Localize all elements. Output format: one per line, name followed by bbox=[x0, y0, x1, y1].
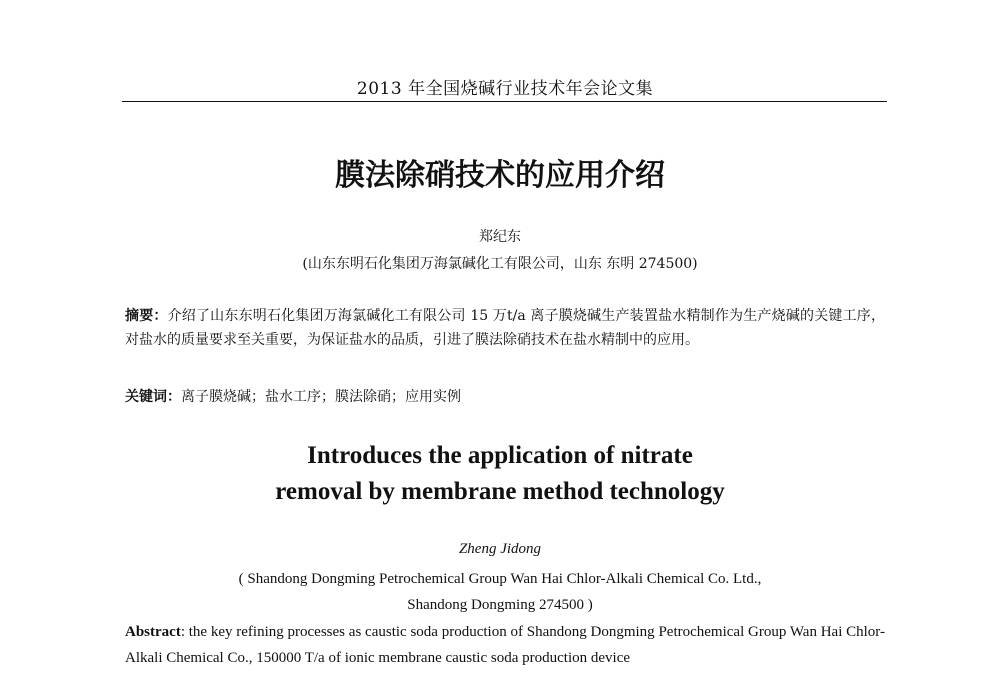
english-affiliation-line-1: ( Shandong Dongming Petrochemical Group Wan Hai Chlor-Alkali Chemical Co. Ltd., bbox=[238, 571, 762, 587]
english-affiliation bbox=[0, 566, 1000, 618]
english-abstract bbox=[125, 619, 885, 671]
english-title bbox=[0, 438, 1000, 510]
chinese-affiliation: (山东东明石化集团万海氯碱化工有限公司，山东 东明 274500) bbox=[302, 256, 698, 272]
chinese-abstract-label: 摘要： bbox=[125, 308, 168, 324]
english-affiliation-line-2: Shandong Dongming 274500 ) bbox=[407, 597, 593, 613]
english-abstract-label: Abstract bbox=[125, 624, 181, 640]
chinese-keywords-text: 离子膜烧碱；盐水工序；膜法除硝；应用实例 bbox=[181, 389, 461, 405]
english-title-line-2: removal by membrane method technology bbox=[275, 478, 725, 505]
chinese-abstract bbox=[125, 304, 885, 352]
running-header: 2013 年全国烧碱行业技术年会论文集 bbox=[356, 79, 654, 99]
chinese-author: 郑纪东 bbox=[479, 229, 521, 245]
chinese-keywords bbox=[125, 387, 885, 407]
header-rule bbox=[122, 101, 887, 102]
chinese-title: 膜法除硝技术的应用介绍 bbox=[335, 158, 665, 193]
english-abstract-text: : the key refining processes as caustic soda production of Shandong Dongming Petrochemical Group Wan Hai Chlor-Alkali Chemical Co., 150000 T/a of ionic membrane caustic soda production device bbox=[125, 624, 885, 666]
english-author: Zheng Jidong bbox=[458, 541, 542, 557]
chinese-keywords-label: 关键词： bbox=[125, 389, 181, 405]
chinese-abstract-text: 介绍了山东东明石化集团万海氯碱化工有限公司 15 万t/a 离子膜烧碱生产装置盐水精制作为生产烧碱的关键工序，对盐水的质量要求至关重要，为保证盐水的品质，引进了膜法除硝技术在盐水精制中的应用。 bbox=[125, 308, 886, 348]
english-title-line-1: Introduces the application of nitrate bbox=[307, 442, 693, 469]
